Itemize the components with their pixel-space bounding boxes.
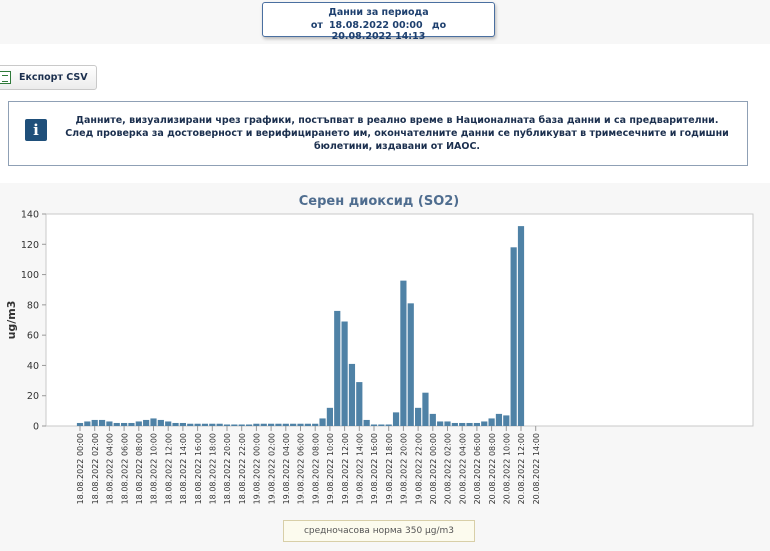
bar [422, 393, 428, 426]
bar [128, 423, 134, 426]
plot-area [46, 214, 753, 426]
bar [305, 424, 311, 426]
bar [261, 424, 267, 426]
hourly-norm-note: средночасова норма 350 µg/m3 [283, 520, 475, 542]
bar [408, 303, 414, 426]
bar [393, 412, 399, 426]
x-tick-label: 19.08.2022 08:00 [311, 433, 321, 505]
bar [378, 424, 384, 426]
export-csv-button[interactable] [0, 65, 97, 90]
bar [224, 424, 230, 426]
bar [474, 423, 480, 426]
x-tick-label: 18.08.2022 12:00 [164, 433, 174, 505]
bar [99, 420, 105, 426]
x-tick-label: 19.08.2022 02:00 [267, 433, 277, 505]
x-tick-label: 20.08.2022 08:00 [487, 433, 497, 505]
x-tick-label: 19.08.2022 16:00 [370, 433, 380, 505]
y-tick-label: 80 [26, 300, 39, 312]
x-tick-label: 18.08.2022 20:00 [223, 433, 233, 505]
bar [275, 424, 281, 426]
info-line-3: бюлетини, издавани от ИАОС. [313, 141, 481, 152]
period-from: 18.08.2022 00:00 [328, 20, 423, 31]
bar [106, 421, 112, 426]
bar [121, 423, 127, 426]
x-tick-label: 18.08.2022 22:00 [237, 433, 247, 505]
x-tick-label: 20.08.2022 10:00 [502, 433, 512, 505]
bar [489, 418, 495, 426]
bar [297, 424, 303, 426]
x-tick-label: 19.08.2022 06:00 [296, 433, 306, 505]
bar [430, 414, 436, 426]
bar [202, 424, 208, 426]
y-tick-label: 0 [32, 421, 39, 433]
x-tick-label: 18.08.2022 00:00 [76, 433, 86, 505]
bar [459, 423, 465, 426]
y-tick-label: 40 [26, 360, 39, 372]
x-tick-label: 18.08.2022 08:00 [135, 433, 144, 505]
bar [386, 424, 392, 426]
bar [268, 424, 274, 426]
bar [84, 421, 90, 426]
info-line-1: Данните, визуализирани чрез графики, постъпват в реално време в Националната база данни и са предварителни. [75, 115, 719, 126]
y-tick-label: 140 [20, 209, 39, 221]
bar [180, 423, 186, 426]
x-tick-label: 19.08.2022 04:00 [282, 433, 291, 505]
period-range [263, 20, 494, 42]
period-to-label: до [431, 20, 447, 31]
bar [217, 424, 223, 426]
x-tick-label: 20.08.2022 04:00 [458, 433, 468, 505]
export-csv-label: Експорт CSV [19, 72, 88, 83]
y-axis-label: ug/m3 [5, 300, 18, 340]
bar [246, 424, 252, 426]
chart-title: Серен диоксид (SO2) [298, 194, 460, 209]
x-tick-label: 19.08.2022 20:00 [399, 433, 409, 505]
bar [334, 311, 340, 426]
bar [158, 420, 164, 426]
bar [466, 423, 472, 426]
bar [415, 408, 421, 426]
y-tick-label: 60 [26, 330, 39, 342]
info-text [57, 114, 737, 153]
bar [371, 424, 377, 426]
bar [92, 420, 98, 426]
bar [364, 420, 370, 426]
period-box [262, 2, 495, 42]
bar [77, 423, 83, 426]
bar [400, 281, 406, 426]
spreadsheet-icon [0, 71, 11, 84]
bar [452, 423, 458, 426]
bar [290, 424, 296, 426]
bar [444, 421, 450, 426]
bar [511, 247, 517, 426]
bar [342, 322, 348, 426]
x-tick-label: 20.08.2022 14:00 [531, 433, 541, 505]
period-to: 20.08.2022 14:13 [331, 31, 426, 42]
x-tick-label: 18.08.2022 02:00 [90, 433, 100, 505]
period-from-label: от [310, 20, 323, 31]
x-tick-label: 19.08.2022 14:00 [355, 433, 365, 505]
x-tick-label: 20.08.2022 00:00 [429, 433, 438, 505]
bar [143, 420, 149, 426]
bar [165, 421, 171, 426]
bar [437, 421, 443, 426]
x-tick-label: 19.08.2022 22:00 [414, 433, 424, 505]
y-tick-label: 120 [20, 239, 39, 251]
bar [195, 424, 201, 426]
x-tick-label: 20.08.2022 02:00 [443, 433, 453, 505]
info-icon: i [25, 119, 47, 141]
bar [187, 424, 193, 426]
x-tick-label: 18.08.2022 16:00 [193, 433, 203, 505]
bar [231, 424, 237, 426]
bar [253, 424, 259, 426]
bar [503, 415, 509, 426]
info-line-2: След проверка за достоверност и верифицирането им, окончателните данни се публикуват в тримесечните и годишни [65, 128, 729, 139]
x-tick-label: 19.08.2022 10:00 [326, 433, 336, 505]
x-tick-label: 20.08.2022 06:00 [473, 433, 483, 505]
x-tick-label: 19.08.2022 00:00 [252, 433, 262, 505]
period-title: Данни за периода [328, 7, 429, 18]
bar [349, 364, 355, 426]
x-tick-label: 18.08.2022 04:00 [105, 433, 115, 505]
x-tick-label: 19.08.2022 12:00 [340, 433, 350, 505]
bar [481, 421, 487, 426]
bar [496, 414, 502, 426]
bar [114, 423, 120, 426]
bar [518, 226, 524, 426]
bar [209, 424, 215, 426]
x-tick-label: 18.08.2022 06:00 [120, 433, 130, 505]
bar [150, 418, 156, 426]
x-tick-label: 19.08.2022 18:00 [384, 433, 394, 505]
bar [172, 423, 178, 426]
bar [327, 408, 333, 426]
y-tick-label: 20 [26, 391, 39, 403]
bar [239, 424, 245, 426]
x-tick-label: 18.08.2022 18:00 [208, 433, 218, 505]
x-tick-label: 18.08.2022 14:00 [179, 433, 189, 505]
bar [319, 418, 325, 426]
x-tick-label: 20.08.2022 12:00 [517, 433, 527, 505]
so2-chart [0, 183, 770, 513]
bar [356, 382, 362, 426]
y-tick-label: 100 [20, 270, 39, 282]
x-tick-label: 18.08.2022 10:00 [149, 433, 159, 505]
bar [312, 424, 318, 426]
bar [136, 421, 142, 426]
info-box [8, 101, 748, 166]
bar [283, 424, 289, 426]
